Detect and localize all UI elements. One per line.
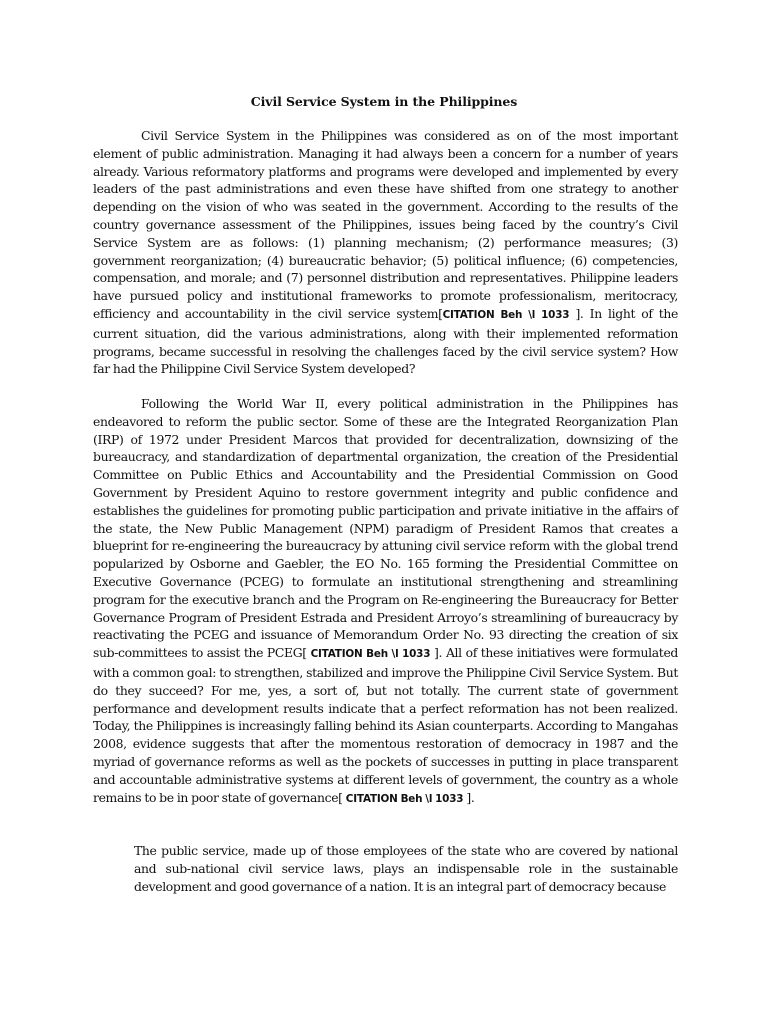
paragraph-3 (134, 842, 678, 895)
paragraph-1 (93, 127, 678, 378)
citation-field: CITATION Beh \l 1033 (345, 792, 464, 805)
text-segment: Civil Service System in the Philippines was considered as on of the most important element of public administration. Managing it had always been a concern for a number of years already. Various reformatory platforms and programs were developed and implemented by every leaders of the past administrations and even these have shifted from one strategy to another depending on the vision of who was seated in the government. According to the results of the country governance assessment of the Philippines, issues being faced by the country’s Civil Service System are as follows: (1) planning mechanism; (2) performance measures; (3) government reorganization; (4) bureaucratic behavior; (5) political influence; (6) competencies, compensation, and morale; and (7) personnel distribution and representatives. Philippine leaders have pursued policy and institutional frameworks to promote professionalism, meritocracy, efficiency and accountability in the civil service system[ (93, 128, 678, 321)
text-segment: ]. All of these initiatives were formulated with a common goal: to strengthen, stabilized and improve the Philippine Civil Service System. But do they succeed? For me, yes, a sort of, but not totally. The current state of government performance and development results indicate that a perfect reformation has not been realized. Today, the Philippines is increasingly falling behind its Asian counterparts. According to Mangahas 2008, evidence suggests that after the momentous restoration of democracy in 1987 and the myriad of governance reforms as well as the pockets of successes in putting in place transparent and accountable administrative systems at different levels of government, the country as a whole remains to be in poor state of governance[ (93, 645, 679, 805)
document-title: Civil Service System in the Philippines (250, 94, 518, 109)
paragraph-2 (93, 395, 678, 808)
citation-field: CITATION Beh \l 1033 (442, 308, 570, 321)
text-segment: Following the World War II, every political administration in the Philippines has endeavored to reform the public sector. Some of these are the Integrated Reorganization Plan (IRP) of 1972 under President Marcos that provided for decentralization, downsizing of the bureaucracy, and standardization of departmental organization, the creation of the Presidential Committee on Public Ethics and Accountability and the Presidential Commission on Good Government by President Aquino to restore government integrity and public confidence and establishes the guidelines for promoting public participation and private initiative in the affairs of the state, the New Public Management (NPM) paradigm of President Ramos that creates a blueprint for re-engineering the bureaucracy by attuning civil service reform with the global trend popularized by Osborne and Gaebler, the EO No. 165 forming the Presidential Committee on Executive Governance (PCEG) to formulate an institutional strengthening and streamlining program for the executive branch and the Program on Re-engineering the Bureaucracy for Better Governance Program of President Estrada and President Arroyo’s streamlining of bureaucracy by reactivating the PCEG and issuance of Memorandum Order No. 93 directing the creation of six sub-committees to assist the PCEG[ (93, 396, 678, 661)
text-segment: ]. (463, 789, 475, 805)
citation-field: CITATION Beh \l 1033 (310, 648, 431, 661)
text-segment: The public service, made up of those employees of the state who are covered by national and sub-national civil service laws, plays an indispensable role in the sustainable development and good governance of a nation. It is an integral part of democracy because (134, 843, 678, 894)
text-segment: ]. In light of the current situation, did the various administrations, along with their implemented reformation programs, became successful in resolving the challenges faced by the civil service system? How far had the Philippine Civil Service System developed? (93, 305, 678, 377)
